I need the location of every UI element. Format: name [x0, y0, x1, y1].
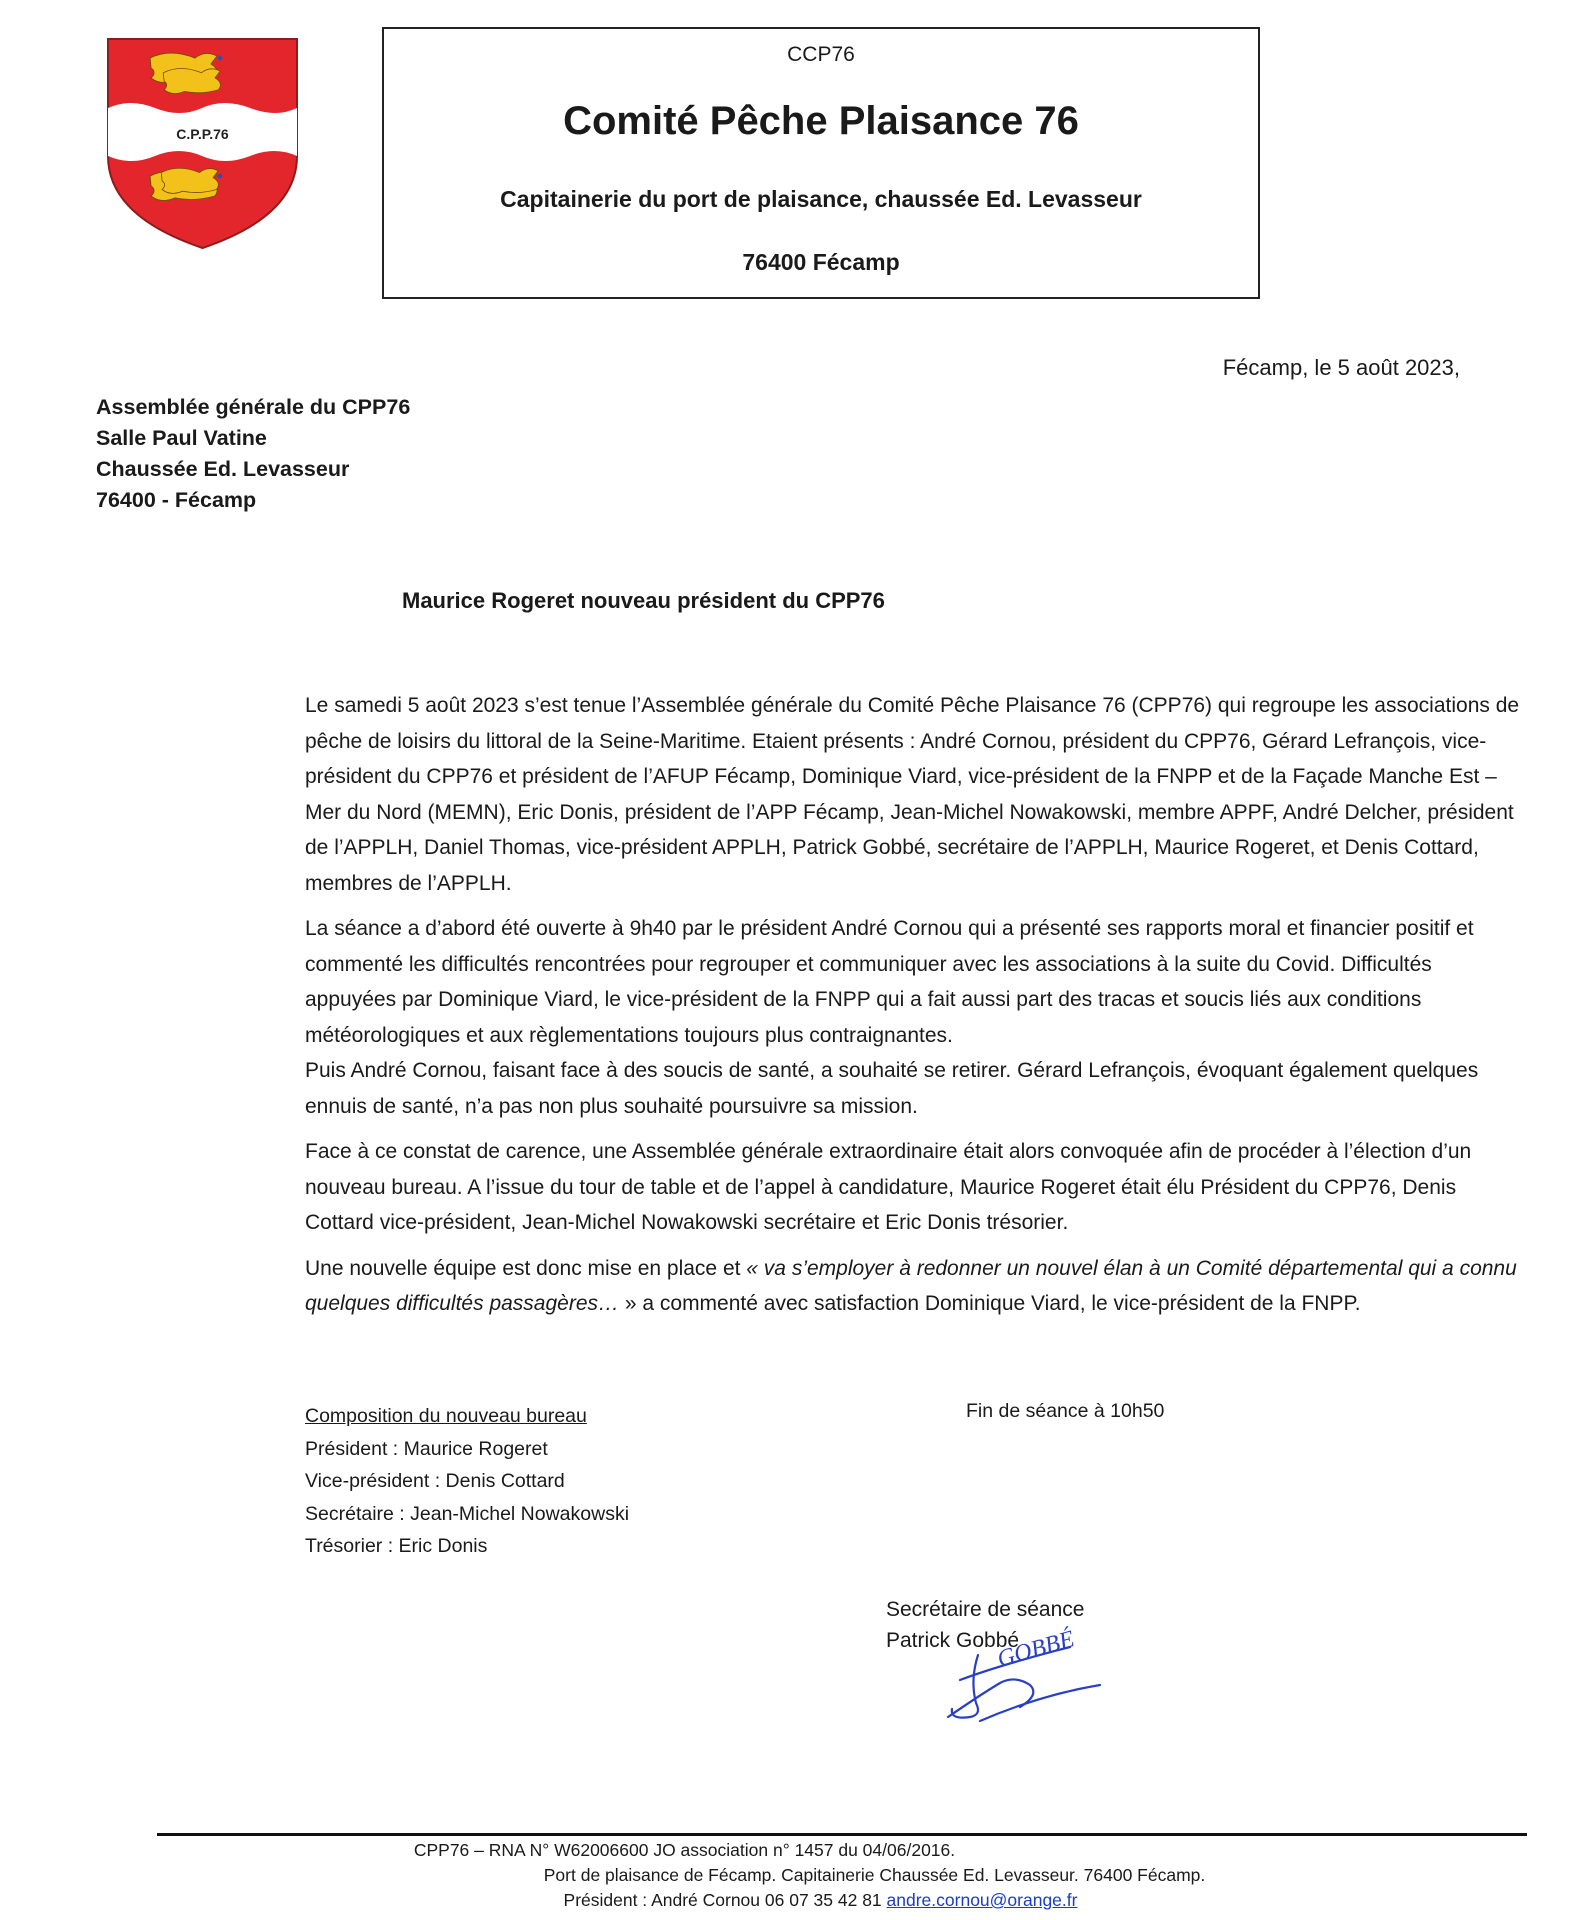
- footer-address: Port de plaisance de Fécamp. Capitainerie Chaussée Ed. Levasseur. 76400 Fécamp.: [543, 1865, 1206, 1885]
- body-paragraph: [305, 1251, 1525, 1322]
- secretary-name: Patrick Gobbé: [886, 1629, 1020, 1652]
- end-of-session: Fin de séance à 10h50: [966, 1400, 1165, 1422]
- org-code: CCP76: [787, 43, 855, 66]
- bureau-member: Secrétaire : Jean-Michel Nowakowski: [305, 1502, 630, 1525]
- body-paragraph: La séance a d’abord été ouverte à 9h40 par le président André Cornou qui a présenté ses rapports moral et financier positif et commenté les difficultés rencontrées pour regrouper et communiquer avec les associations à la suite du Covid. Difficultés appuyées par Dominique Viard, le vice-président de la FNPP qui a fait aussi part des tracas et soucis liés aux conditions météorologiques et aux règlementations toujours plus contraignantes.: [305, 917, 1474, 1047]
- quote-text: « va s’employer à redonner un nouvel élan à un Comité départemental qui a connu quelques difficultés passagères…: [305, 1256, 1517, 1315]
- quote-intro: Une nouvelle équipe est donc mise en place et: [305, 1256, 747, 1280]
- footer-email-link[interactable]: andre.cornou@orange.fr: [886, 1890, 1078, 1910]
- bureau-title: Composition du nouveau bureau: [305, 1405, 587, 1427]
- body-paragraph: Puis André Cornou, faisant face à des soucis de santé, a souhaité se retirer. Gérard Lefrançois, évoquant également quelques ennuis de santé, n’a pas non plus souhaité poursuivre sa mission.: [305, 1059, 1479, 1118]
- secretary-role: Secrétaire de séance: [886, 1598, 1085, 1621]
- org-title: Comité Pêche Plaisance 76: [563, 99, 1079, 143]
- body-paragraph: Face à ce constat de carence, une Assemblée générale extraordinaire était alors convoquée afin de procéder à l’élection d’un nouveau bureau. A l’issue du tour de table et de l’appel à candidature, Maurice Rogeret était élu Président du CPP76, Denis Cottard vice-président, Jean-Michel Nowakowski secrétaire et Eric Donis trésorier.: [305, 1140, 1472, 1234]
- letter-body: [305, 688, 1525, 1332]
- letterhead-box: [382, 27, 1260, 299]
- org-city: 76400 Fécamp: [742, 249, 900, 275]
- body-paragraph: Le samedi 5 août 2023 s’est tenue l’Assemblée générale du Comité Pêche Plaisance 76 (CPP76) qui regroupe les associations de pêche de loisirs du littoral de la Seine-Maritime. Etaient présents : André Cornou, président du CPP76, Gérard Lefrançois, vice-président du CPP76 et président de l’AFUP Fécamp, Dominique Viard, vice-président de la FNPP et de la Façade Manche Est – Mer du Nord (MEMN), Eric Donis, président de l’APP Fécamp, Jean-Michel Nowakowski, membre APPF, André Delcher, président de l’APPLH, Daniel Thomas, vice-président APPLH, Patrick Gobbé, secrétaire de l’APPLH, Maurice Rogeret, et Denis Cottard, membres de l’APPLH.: [305, 694, 1520, 895]
- quote-attribution: » a commenté avec satisfaction Dominique Viard, le vice-président de la FNPP.: [624, 1292, 1361, 1315]
- bureau-member: Vice-président : Denis Cottard: [305, 1470, 565, 1492]
- recipient-line: Chaussée Ed. Levasseur: [96, 457, 350, 481]
- letter-subject: Maurice Rogeret nouveau président du CPP76: [402, 588, 885, 613]
- footer-registration: CPP76 – RNA N° W62006600 JO association n° 1457 du 04/06/2016.: [413, 1840, 956, 1860]
- new-bureau-list: [305, 1400, 629, 1563]
- logo-text: C.P.P.76: [176, 126, 229, 142]
- bureau-member: Trésorier : Eric Donis: [305, 1535, 488, 1557]
- recipient-block: [96, 392, 410, 516]
- footer-contact: [36, 1888, 1569, 1913]
- footer: [0, 1838, 1569, 1913]
- handwritten-signature: [940, 1625, 1112, 1727]
- org-address: Capitainerie du port de plaisance, chaussée Ed. Levasseur: [500, 186, 1142, 212]
- recipient-line: Salle Paul Vatine: [96, 426, 267, 450]
- footer-divider: [157, 1833, 1527, 1836]
- bureau-member: Président : Maurice Rogeret: [305, 1437, 548, 1460]
- signature-text: GOBBÉ: [994, 1626, 1078, 1673]
- letter-date: Fécamp, le 5 août 2023,: [1222, 355, 1460, 380]
- recipient-line: Assemblée générale du CPP76: [96, 395, 411, 419]
- recipient-line: 76400 - Fécamp: [96, 488, 257, 512]
- cpp76-coat-of-arms-logo: [105, 36, 300, 251]
- footer-president-phone: Président : André Cornou 06 07 35 42 81: [563, 1890, 887, 1910]
